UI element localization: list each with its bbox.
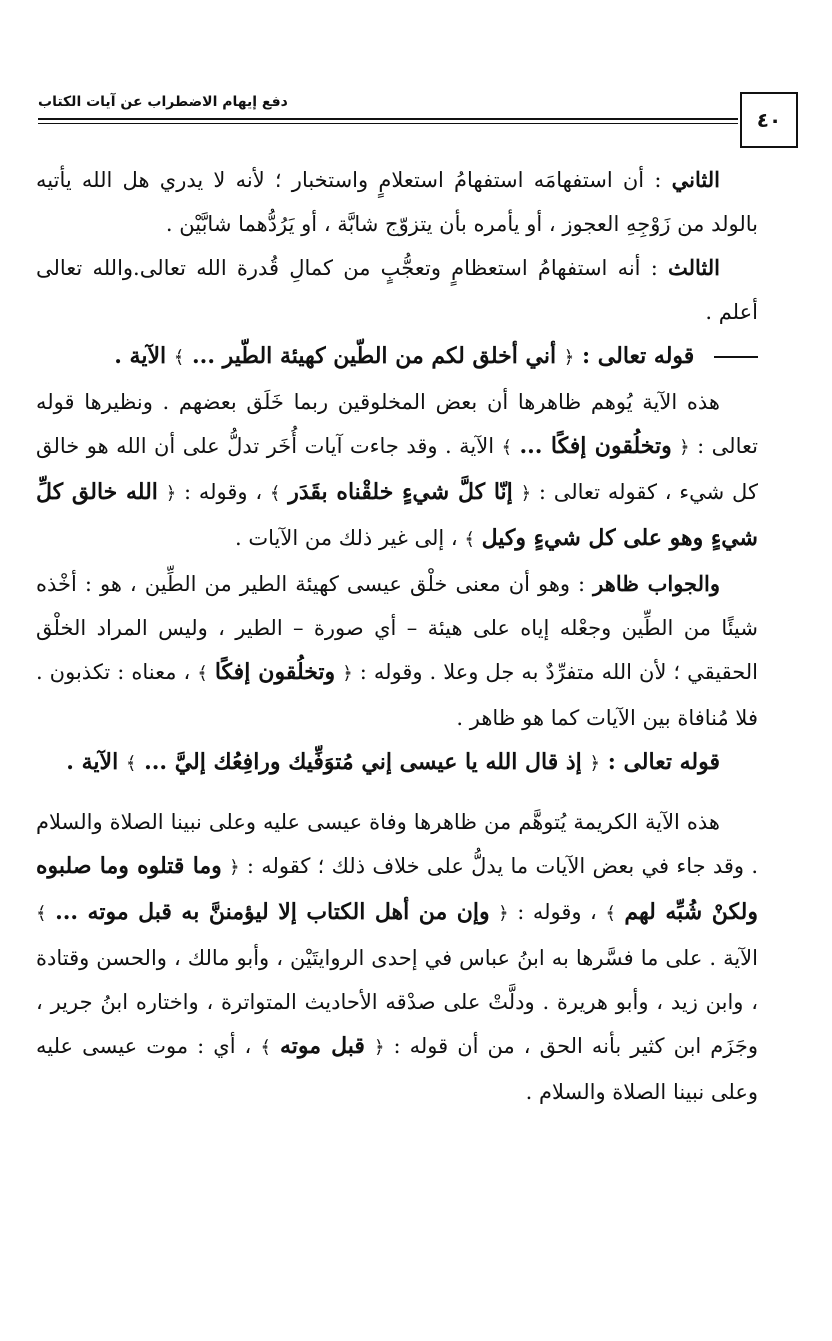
ornate-bracket-close: ﴾: [464, 529, 475, 550]
paragraph-second-answer: [36, 158, 758, 246]
paragraph-text: : وهو أن معنى خلْق عيسى كهيئة الطير من الطِّين ، هو : أخْذه شيئًا من الطِّين وجعْله إياه على هيئة – أي صورة – الطير ، وليس المراد الخلْق الحقيقي ؛ لأن الله متفرِّدٌ به جل وعلا . وقوله :: [36, 572, 758, 684]
ornate-bracket-open: ﴿: [373, 1037, 385, 1058]
verse-quote: وإن من أهل الكتاب إلا ليؤمننَّ به قبل موته ...: [55, 899, 490, 925]
ornate-bracket-close: ﴾: [36, 903, 47, 924]
label-answer: والجواب ظاهر: [593, 571, 720, 596]
paragraph-text: ، وقوله :: [517, 900, 597, 924]
label-second: الثاني: [671, 167, 720, 192]
verse-quote: إنّا كلَّ شيءٍ خلقْناه بقَدَر: [288, 479, 513, 505]
heading-suffix: الآية .: [66, 749, 119, 775]
ornate-bracket-close: ﴾: [269, 483, 281, 504]
paragraph-answer: [36, 562, 758, 740]
ornate-bracket-open: ﴿: [498, 903, 509, 924]
heading-prefix: قوله تعالى :: [607, 749, 720, 775]
ornate-bracket-open: ﴿: [589, 753, 601, 774]
paragraph-creation: [36, 380, 758, 562]
ornate-bracket-open: ﴿: [229, 857, 240, 878]
ornate-bracket-close: ﴾: [173, 347, 185, 368]
ornate-bracket-close: ﴾: [125, 753, 137, 774]
paragraph-text: ، معناه : تكذبون . فلا مُنافاة بين الآيات كما هو ظاهر .: [36, 660, 758, 730]
ornate-bracket-close: ﴾: [197, 663, 208, 684]
paragraph-text: الآية . وقد جاءت آيات أُخَر تدلُّ على أن الله هو خالق كل شيء ، كقوله تعالى :: [36, 434, 758, 504]
verse-quote: وتخلُقون إفكًا ...: [519, 433, 672, 459]
ornate-bracket-open: ﴿: [563, 347, 575, 368]
ornate-bracket-open: ﴿: [342, 663, 353, 684]
ornate-bracket-close: ﴾: [501, 437, 513, 458]
verse-heading-2: [36, 740, 758, 786]
heading-suffix: الآية .: [114, 343, 167, 369]
paragraph-third-answer: [36, 246, 758, 334]
verse-heading-1: [36, 334, 758, 380]
paragraph-text: : أن استفهامَه استفهامُ استعلامٍ واستخبار ؛ لأنه لا يدري هل الله يأتيه بالولد من زَوْجِهِ العجوز ، أو يأمره بأن يتزوّج شابَّة ، أو يَرُدُّهما شابَّيْن .: [36, 168, 758, 236]
verse-quote: قبل موته: [279, 1033, 365, 1059]
verse-quote: وما قتلوه وما صلبوه ولكنْ شُبِّه لهم: [36, 853, 758, 925]
ornate-bracket-open: ﴿: [520, 483, 532, 504]
page-body: [36, 158, 758, 1114]
page-number: ٤٠: [740, 92, 798, 148]
running-title: دفع إيهام الاضطراب عن آيات الكتاب: [38, 94, 288, 110]
paragraph-text: ، إلى غير ذلك من الآيات .: [235, 526, 458, 550]
heading-dash: [714, 356, 758, 358]
paragraph-text: هذه الآية يُوهم ظاهرها أن بعض المخلوقين ربما خَلَق بعضهم . ونظيرها قوله تعالى :: [36, 390, 758, 458]
ornate-bracket-open: ﴿: [679, 437, 690, 458]
paragraph-jesus: [36, 800, 758, 1114]
heading-prefix: قوله تعالى :: [582, 343, 695, 369]
ornate-bracket-close: ﴾: [260, 1037, 271, 1058]
header-rule-thick: [38, 118, 738, 120]
verse-text: أني أخلق لكم من الطّين كهيئة الطّير ...: [192, 343, 557, 369]
paragraph-text: الآية . على ما فسَّرها به ابنُ عباس في إحدى الروايتَيْن ، وأبو مالك ، والحسن وقتادة ، وابن زيد ، وأبو هريرة . ودلَّتْ على صدْقه الأحاديث المتواترة ، واختاره ابنُ جرير ، وجَزَم ابن كثير بأنه الحق ، من أن قوله :: [36, 946, 759, 1058]
label-third: الثالث: [668, 255, 720, 280]
verse-quote: وتخلُقون إفكًا: [214, 659, 336, 685]
verse-text: إذ قال الله يا عيسى إني مُتوَفِّيك ورافِعُك إليَّ ...: [144, 749, 582, 775]
page-header: [28, 80, 798, 150]
verse-quote: الله خالق كلِّ شيءٍ وهو على كل شيءٍ وكيل: [36, 479, 758, 551]
paragraph-text: : أنه استفهامُ استعظامٍ وتعجُّبٍ من كمالِ قُدرة الله تعالى.والله تعالى أعلم .: [36, 256, 758, 324]
paragraph-text: ، أي : موت عيسى عليه وعلى نبينا الصلاة والسلام .: [36, 1034, 758, 1104]
ornate-bracket-open: ﴿: [165, 483, 177, 504]
header-rule-thin: [38, 123, 738, 124]
paragraph-text: هذه الآية الكريمة يُتوهَّم من ظاهرها وفاة عيسى عليه وعلى نبينا الصلاة والسلام . وقد جاء في بعض الآيات ما يدلُّ على خلاف ذلك ؛ كقوله :: [36, 810, 758, 878]
ornate-bracket-close: ﴾: [605, 903, 616, 924]
paragraph-text: ، وقوله :: [184, 480, 263, 504]
